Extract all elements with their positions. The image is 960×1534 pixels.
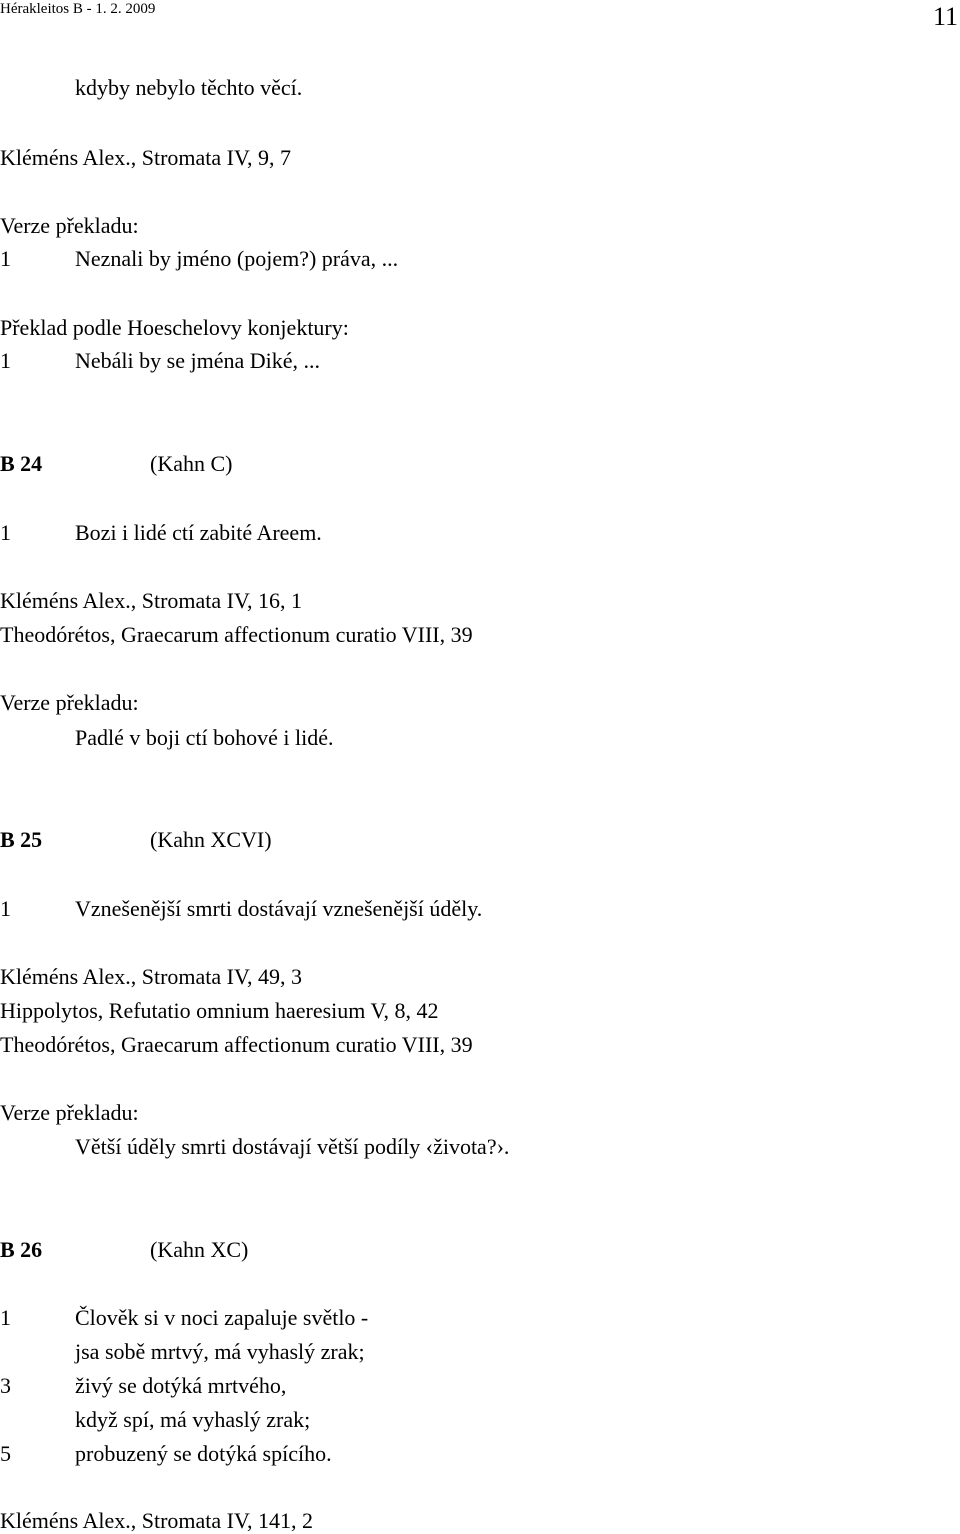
line-number: 3 — [0, 1373, 11, 1398]
source-citation: Theodórétos, Graecarum affectionum curatio VIII, 39 — [0, 622, 473, 647]
line-text: když spí, má vyhaslý zrak; — [75, 1407, 311, 1432]
source-citation: Kléméns Alex., Stromata IV, 141, 2 — [0, 1508, 314, 1533]
line-number: 1 — [0, 348, 11, 373]
fragment-line — [0, 1339, 365, 1365]
kahn-reference: (Kahn C) — [150, 451, 233, 476]
fragment-line — [0, 1441, 332, 1467]
line-text: Neznali by jméno (pojem?) práva, ... — [75, 246, 399, 271]
running-title: Hérakleitos B - 1. 2. 2009 — [0, 1, 156, 17]
source-citation: Kléméns Alex., Stromata IV, 16, 1 — [0, 588, 303, 613]
line-number: 1 — [0, 896, 11, 921]
line-number: 1 — [0, 1305, 11, 1330]
line-text: Člověk si v noci zapaluje světlo - — [75, 1305, 369, 1330]
fragment-id: B 24 — [0, 451, 43, 476]
translation-version-text: Větší úděly smrti dostávají větší podíly ‹života?›. — [75, 1134, 510, 1159]
line-text: probuzený se dotýká spícího. — [75, 1441, 332, 1466]
fragment-id: B 26 — [0, 1237, 43, 1262]
fragment-heading — [0, 451, 232, 477]
translation-version-line — [0, 246, 398, 272]
source-citation: Hippolytos, Refutatio omnium haeresium V, 8, 42 — [0, 998, 439, 1023]
translation-version-label: Verze překladu: — [0, 213, 139, 238]
fragment-line — [0, 1373, 286, 1399]
conjecture-label: Překlad podle Hoeschelovy konjektury: — [0, 315, 349, 340]
fragment-line — [0, 1305, 368, 1331]
translation-version-label: Verze překladu: — [0, 1100, 139, 1125]
translation-version-text: Padlé v boji ctí bohové i lidé. — [75, 725, 334, 750]
line-text: živý se dotýká mrtvého, — [75, 1373, 287, 1398]
source-citation: Kléméns Alex., Stromata IV, 49, 3 — [0, 964, 303, 989]
fragment-id: B 25 — [0, 827, 43, 852]
source-citation: Kléméns Alex., Stromata IV, 9, 7 — [0, 145, 292, 170]
page-number: 11 — [932, 2, 958, 31]
fragment-heading — [0, 1237, 248, 1263]
source-citation: Theodórétos, Graecarum affectionum curatio VIII, 39 — [0, 1032, 473, 1057]
line-text: Nebáli by se jména Diké, ... — [75, 348, 320, 373]
fragment-line — [0, 1407, 310, 1433]
fragment-line — [0, 520, 322, 546]
line-number: 1 — [0, 246, 11, 271]
fragment-line — [0, 896, 482, 922]
kahn-reference: (Kahn XC) — [150, 1237, 249, 1262]
verse-line: kdyby nebylo těchto věcí. — [75, 75, 303, 100]
line-text: Bozi i lidé ctí zabité Areem. — [75, 520, 322, 545]
kahn-reference: (Kahn XCVI) — [150, 827, 272, 852]
line-number: 5 — [0, 1441, 11, 1466]
line-number: 1 — [0, 520, 11, 545]
conjecture-line — [0, 348, 320, 374]
line-text: Vznešenější smrti dostávají vznešenější úděly. — [75, 896, 483, 921]
line-text: jsa sobě mrtvý, má vyhaslý zrak; — [75, 1339, 365, 1364]
translation-version-label: Verze překladu: — [0, 690, 139, 715]
fragment-heading — [0, 827, 272, 853]
